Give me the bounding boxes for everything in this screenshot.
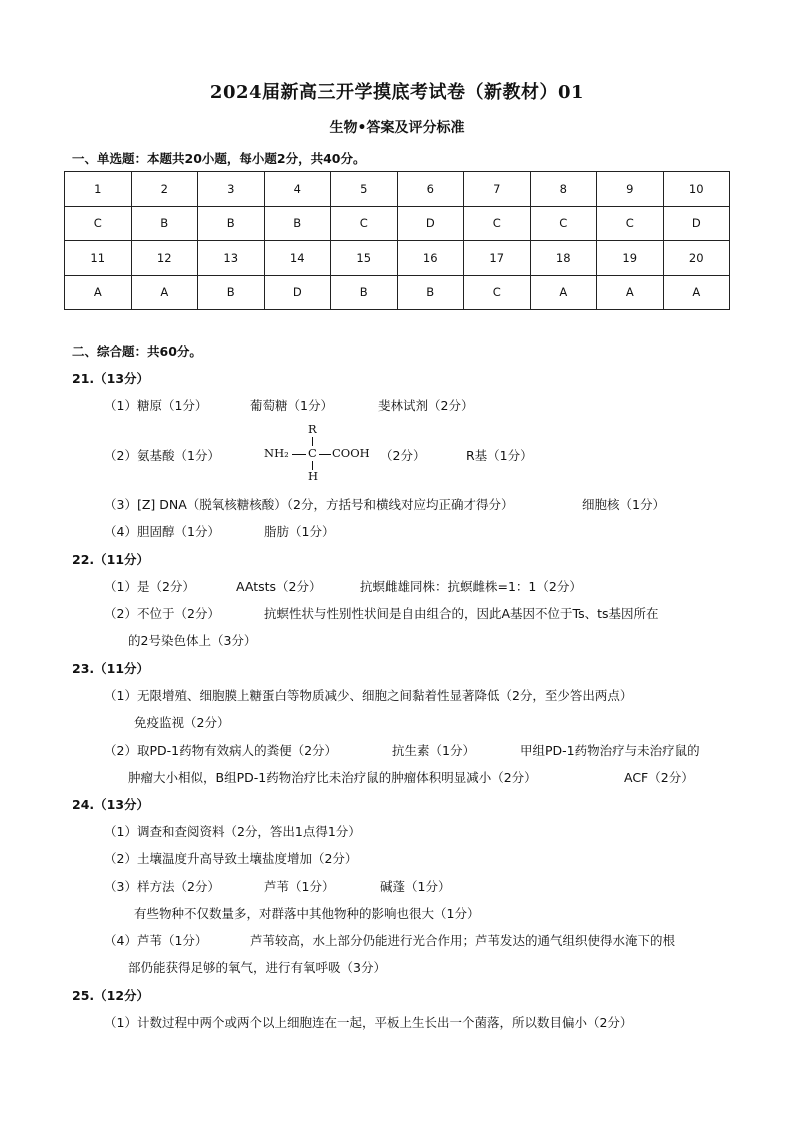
q21-answer-2c: R基（1分）	[466, 448, 533, 463]
page-title: 2024届新高三开学摸底考试卷（新教材）01	[209, 82, 585, 103]
table-cell: 14	[264, 241, 331, 276]
q21-answer-4a: （4）胆固醇（1分）	[104, 524, 220, 539]
table-cell: 8	[530, 172, 597, 207]
table-cell: C	[65, 206, 132, 241]
formula-amino-group: NH₂	[264, 446, 289, 460]
table-cell: 16	[397, 241, 464, 276]
q24-answer-3a: （3）样方法（2分）	[104, 879, 220, 894]
formula-bond-left	[292, 454, 306, 455]
table-cell: B	[331, 275, 398, 310]
table-cell: A	[530, 275, 597, 310]
table-cell: C	[597, 206, 664, 241]
table-cell: B	[198, 206, 265, 241]
formula-r-group: R	[308, 422, 317, 436]
table-cell: 17	[464, 241, 531, 276]
formula-hydrogen: H	[308, 469, 319, 483]
answer-table	[64, 171, 730, 310]
formula-bond-right	[319, 454, 331, 455]
table-cell: D	[264, 275, 331, 310]
question-21-number: 21.（13分）	[72, 371, 150, 386]
q24-answer-2: （2）土壤温度升高导致土壤盐度增加（2分）	[104, 851, 358, 866]
question-22-number: 22.（11分）	[72, 552, 150, 567]
question-23-number: 23.（11分）	[72, 661, 150, 676]
table-cell: B	[131, 206, 198, 241]
question-25-number: 25.（12分）	[72, 988, 150, 1003]
q21-answer-1c: 斐林试剂（2分）	[378, 398, 474, 413]
q21-answer-4b: 脂肪（1分）	[264, 524, 335, 539]
table-row	[65, 241, 730, 276]
table-cell: C	[464, 206, 531, 241]
section-2-heading: 二、综合题：共60分。	[72, 344, 202, 359]
table-row	[65, 206, 730, 241]
table-cell: 11	[65, 241, 132, 276]
q21-answer-3a: （3）[Z] DNA（脱氧核糖核酸）（2分，方括号和横线对应均正确才得分）	[104, 497, 514, 512]
table-cell: 9	[597, 172, 664, 207]
formula-carboxyl-group: COOH	[332, 446, 370, 460]
table-cell: 10	[663, 172, 730, 207]
table-cell: 6	[397, 172, 464, 207]
q23-answer-1b: 免疫监视（2分）	[134, 715, 230, 730]
q21-answer-3b: 细胞核（1分）	[582, 497, 665, 512]
q22-answer-2c: 的2号染色体上（3分）	[128, 633, 257, 648]
table-cell: 7	[464, 172, 531, 207]
q25-answer-1: （1）计数过程中两个或两个以上细胞连在一起，平板上生长出一个菌落，所以数目偏小（2分）	[104, 1015, 633, 1030]
q21-answer-1b: 葡萄糖（1分）	[250, 398, 333, 413]
table-cell: C	[530, 206, 597, 241]
table-cell: A	[597, 275, 664, 310]
table-cell: B	[264, 206, 331, 241]
formula-bond-top	[312, 437, 313, 446]
table-cell: 15	[331, 241, 398, 276]
q24-answer-4b: 芦苇较高，水上部分仍能进行光合作用；芦苇发达的通气组织使得水淹下的根	[250, 933, 676, 948]
q22-answer-1b: AAtsts（2分）	[236, 579, 322, 594]
table-cell: A	[65, 275, 132, 310]
table-cell: 2	[131, 172, 198, 207]
page-subtitle: 生物•答案及评分标准	[329, 120, 465, 136]
q23-answer-2b: 抗生素（1分）	[392, 743, 475, 758]
table-cell: 1	[65, 172, 132, 207]
q22-answer-1a: （1）是（2分）	[104, 579, 195, 594]
table-cell: B	[198, 275, 265, 310]
q23-answer-2e: ACF（2分）	[624, 770, 694, 785]
table-cell: D	[663, 206, 730, 241]
table-row	[65, 172, 730, 207]
q24-answer-3b: 芦苇（1分）	[264, 879, 335, 894]
table-cell: 19	[597, 241, 664, 276]
table-cell: C	[331, 206, 398, 241]
question-24-number: 24.（13分）	[72, 797, 150, 812]
table-cell: 13	[198, 241, 265, 276]
table-cell: 5	[331, 172, 398, 207]
q21-answer-2a: （2）氨基酸（1分）	[104, 448, 220, 463]
table-cell: D	[397, 206, 464, 241]
formula-alpha-carbon: C	[308, 446, 317, 460]
table-row	[65, 275, 730, 310]
table-cell: A	[663, 275, 730, 310]
q24-answer-1: （1）调查和查阅资料（2分，答出1点得1分）	[104, 824, 361, 839]
table-cell: 3	[198, 172, 265, 207]
q24-answer-4c: 部仍能获得足够的氧气，进行有氧呼吸（3分）	[128, 960, 386, 975]
amino-acid-structural-formula	[264, 422, 384, 484]
q23-answer-2d: 肿瘤大小相似，B组PD-1药物治疗比未治疗鼠的肿瘤体积明显减小（2分）	[128, 770, 537, 785]
q21-answer-2b: （2分）	[380, 448, 426, 463]
q23-answer-1: （1）无限增殖、细胞膜上糖蛋白等物质减少、细胞之间黏着性显著降低（2分，至少答出两点）	[104, 688, 633, 703]
q23-answer-2a: （2）取PD-1药物有效病人的粪便（2分）	[104, 743, 338, 758]
section-1-heading: 一、单选题：本题共20小题，每小题2分，共40分。	[72, 151, 366, 166]
q24-answer-3c: 碱蓬（1分）	[380, 879, 451, 894]
table-cell: C	[464, 275, 531, 310]
q22-answer-2b: 抗螟性状与性别性状间是自由组合的，因此A基因不位于Ts、ts基因所在	[264, 606, 659, 621]
q21-answer-1a: （1）糖原（1分）	[104, 398, 208, 413]
table-cell: 20	[663, 241, 730, 276]
table-cell: 12	[131, 241, 198, 276]
table-cell: A	[131, 275, 198, 310]
table-cell: B	[397, 275, 464, 310]
table-cell: 4	[264, 172, 331, 207]
q24-answer-3d: 有些物种不仅数量多，对群落中其他物种的影响也很大（1分）	[134, 906, 480, 921]
q23-answer-2c: 甲组PD-1药物治疗与未治疗鼠的	[520, 743, 700, 758]
q22-answer-1c: 抗螟雌雄同株：抗螟雌株=1：1（2分）	[360, 579, 582, 594]
q24-answer-4a: （4）芦苇（1分）	[104, 933, 208, 948]
q22-answer-2a: （2）不位于（2分）	[104, 606, 220, 621]
table-cell: 18	[530, 241, 597, 276]
